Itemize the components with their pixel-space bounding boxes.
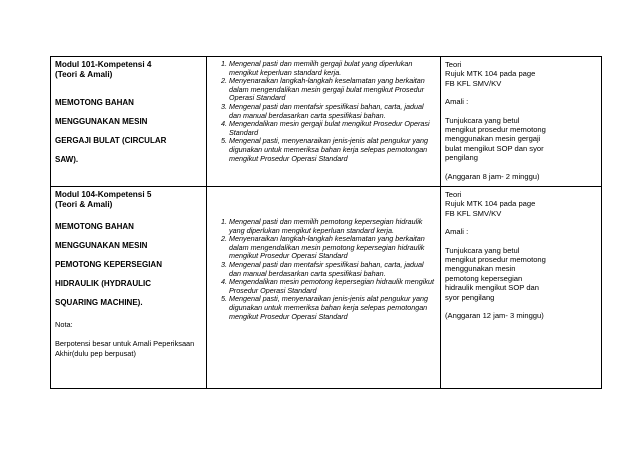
amali-label: Amali :: [445, 97, 469, 107]
module-title: Modul 101-Kompetensi 4 (Teori & Amali): [55, 60, 152, 79]
table-row: [51, 57, 602, 187]
objectives-cell: [207, 187, 441, 389]
nota-label: Nota:: [55, 320, 73, 329]
module-name: MEMOTONG BAHAN MENGGUNAKAN MESIN PEMOTONG KEPERSEGIAN HIDRAULIK (HYDRAULIC SQUARING MACHINE).: [55, 222, 162, 307]
reference-text: Rujuk MTK 104 pada page: [445, 199, 536, 209]
time-estimate: (Anggaran 12 jam- 3 minggu): [445, 311, 544, 321]
list-item: 3. Mengenal pasti dan mentafsir spesifikasi bahan, carta, jadual dan manual berdasarkan carta spesifikasi bahan.: [229, 103, 436, 120]
module-title: Modul 104-Kompetensi 5 (Teori & Amali): [55, 190, 152, 209]
list-item: 5. Mengenal pasti, menyenaraikan jenis-jenis alat pengukur yang digunakan untuk memeriksa bahan kerja selepas pemotongan mengikut Prosedur Operasi Standard: [229, 137, 436, 163]
list-item: 2. Menyenaraikan langkah-langkah keselamatan yang berkaitan dalam mengendalikan mesin pemotong kepersegian hidraulik mengikut Prosedur Operasi Standard: [229, 235, 436, 261]
objectives-cell: [207, 57, 441, 187]
reference-source: FB KFL SMV/KV: [445, 208, 502, 218]
nota-text: Berpotensi besar untuk Amali Peperiksaan Akhir(dulu pep berpusat): [55, 339, 195, 358]
list-item: 2. Menyenaraikan langkah-langkah keselamatan yang berkaitan dalam mengendalikan mesin gergaji bulat mengikut Prosedur Operasi Standard: [229, 77, 436, 103]
list-item: 1. Mengenal pasti dan memilih gergaji bulat yang diperlukan mengikut keperluan standard kerja.: [229, 60, 436, 77]
list-item: 5. Mengenal pasti, menyenaraikan jenis-jenis alat pengukur yang digunakan untuk memeriksa bahan kerja selepas pemotongan mengikut Prosedur Operasi Standard: [229, 295, 436, 321]
module-cell: [51, 57, 207, 187]
list-item: 4. Mengendalikan mesin pemotong kepersegian hidraulik mengikut Prosedur Operasi Standard: [229, 278, 436, 295]
notes-cell: Teori Rujuk MTK 104 pada page FB KFL SMV/KV Amali : Tunjukcara yang betul mengikut prosedur memotong menggunakan mesin gergaji bulat mengikut SOP dan syor pengilang (Anggaran 8 jam- 2 minggu): [441, 57, 602, 187]
table-row: [51, 187, 602, 389]
objectives-list: [211, 60, 436, 163]
module-table: [50, 56, 602, 389]
objectives-list: [211, 218, 436, 321]
amali-label: Amali :: [445, 227, 469, 237]
reference-text: Rujuk MTK 104 pada page: [445, 69, 536, 79]
theory-label: Teori: [445, 60, 462, 69]
theory-label: Teori: [445, 190, 462, 199]
reference-source: FB KFL SMV/KV: [445, 78, 502, 88]
list-item: 4. Mengendalikan mesin gergaji bulat mengikut Prosedur Operasi Standard: [229, 120, 436, 137]
time-estimate: (Anggaran 8 jam- 2 minggu): [445, 171, 540, 181]
nota-block: [55, 320, 202, 358]
module-cell: [51, 187, 207, 389]
list-item: 1. Mengenal pasti dan memilih pemotong kepersegian hidraulik yang diperlukan mengikut keperluan standard kerja.: [229, 218, 436, 235]
module-name: MEMOTONG BAHAN MENGGUNAKAN MESIN GERGAJI BULAT (CIRCULAR SAW).: [55, 98, 167, 164]
list-item: 3. Mengenal pasti dan mentafsir spesifikasi bahan, carta, jadual dan manual berdasarkan carta spesifikasi bahan.: [229, 261, 436, 278]
notes-cell: Teori Rujuk MTK 104 pada page FB KFL SMV/KV Amali : Tunjukcara yang betul mengikut prosedur memotong menggunakan mesin pemotong kepersegian hidraulik mengikut SOP dan syor pengilang (Anggaran 12 jam- 3 minggu): [441, 187, 602, 389]
